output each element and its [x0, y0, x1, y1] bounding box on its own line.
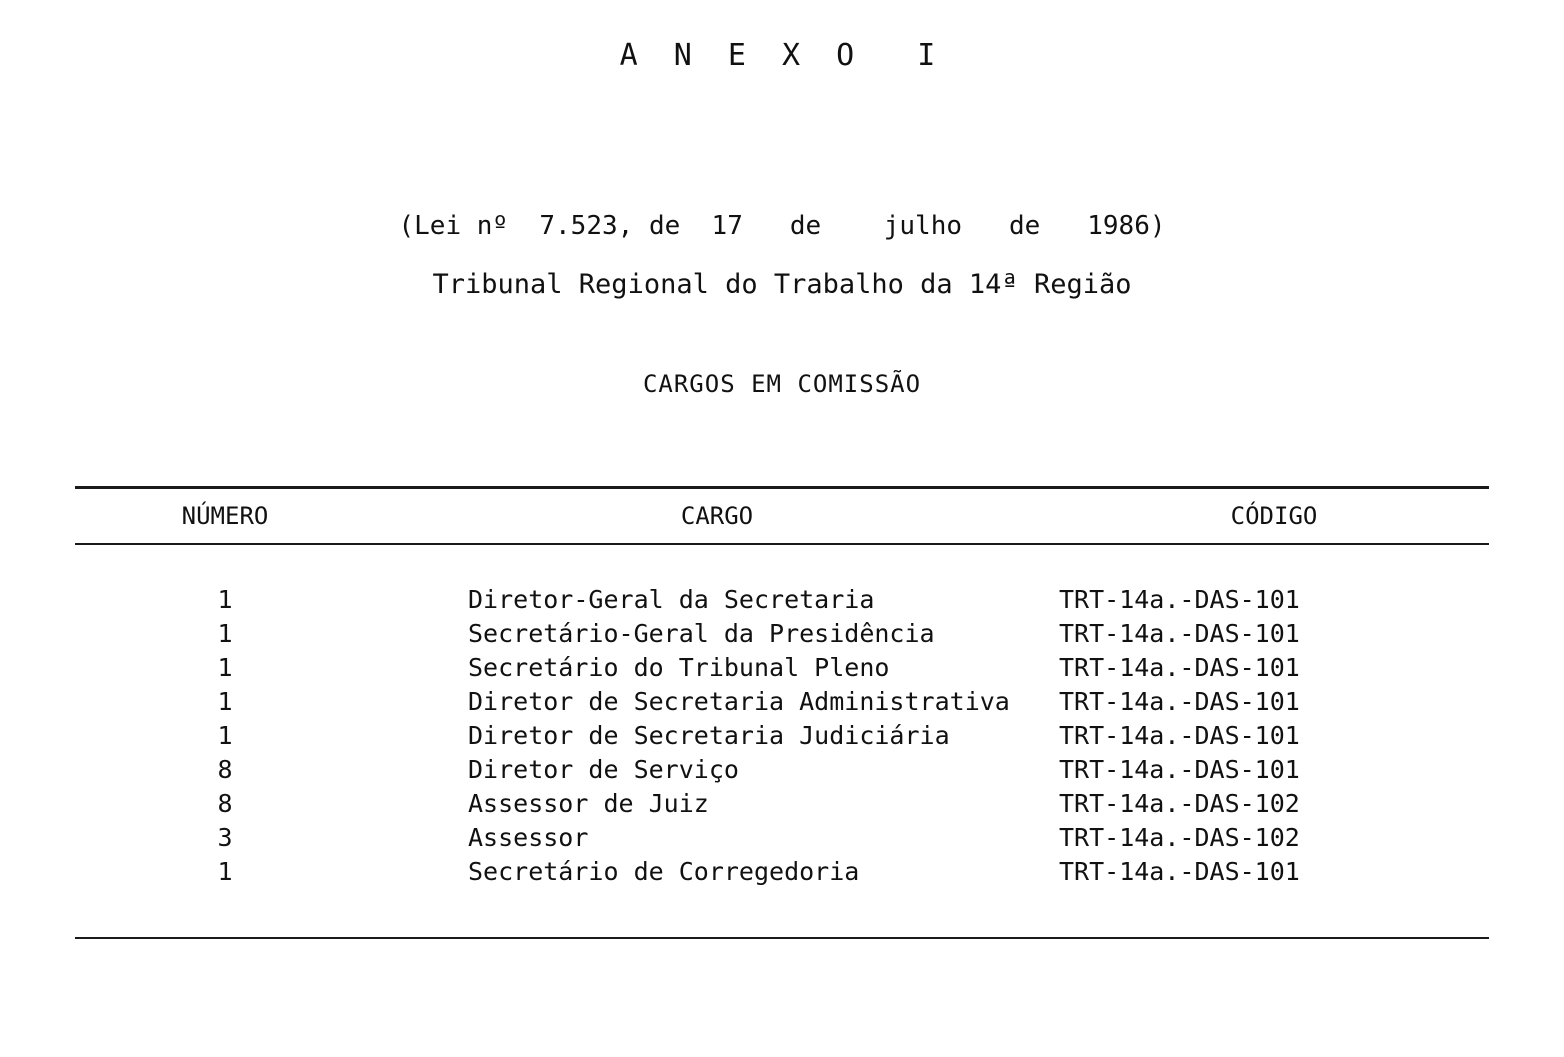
- table-body-top-spacer: [75, 565, 1489, 583]
- cell-codigo: TRT-14a.-DAS-101: [1059, 857, 1300, 886]
- positions-table: [0, 486, 1564, 939]
- cell-numero: 8: [217, 755, 233, 784]
- table-row: [75, 651, 1489, 685]
- cell-cargo: Secretário de Corregedoria: [468, 857, 860, 886]
- law-reference: (Lei nº 7.523, de 17 de julho de 1986): [398, 211, 1166, 241]
- cell-cargo: Diretor de Serviço: [468, 755, 739, 784]
- cell-numero: 1: [217, 619, 233, 648]
- cell-codigo: TRT-14a.-DAS-101: [1059, 721, 1300, 750]
- cell-cargo: Secretário-Geral da Presidência: [468, 619, 935, 648]
- table-row: [75, 855, 1489, 889]
- cell-cargo: Diretor-Geral da Secretaria: [468, 585, 875, 614]
- cell-codigo: TRT-14a.-DAS-102: [1059, 789, 1300, 818]
- cell-codigo: TRT-14a.-DAS-101: [1059, 653, 1300, 682]
- cell-numero: 1: [217, 857, 233, 886]
- cell-numero: 3: [217, 823, 233, 852]
- table-row: [75, 617, 1489, 651]
- court-name: Tribunal Regional do Trabalho da 14ª Região: [432, 269, 1132, 300]
- cell-cargo: Assessor de Juiz: [468, 789, 709, 818]
- cell-codigo: TRT-14a.-DAS-101: [1059, 687, 1300, 716]
- cell-codigo: TRT-14a.-DAS-101: [1059, 755, 1300, 784]
- cell-codigo: TRT-14a.-DAS-102: [1059, 823, 1300, 852]
- cell-cargo: Diretor de Secretaria Judiciária: [468, 721, 950, 750]
- cell-numero: 1: [217, 687, 233, 716]
- cell-codigo: TRT-14a.-DAS-101: [1059, 619, 1300, 648]
- column-header-numero: NÚMERO: [181, 502, 269, 530]
- table-body: [75, 545, 1489, 937]
- cell-cargo: Diretor de Secretaria Administrativa: [468, 687, 1010, 716]
- cell-numero: 1: [217, 653, 233, 682]
- table-body-bottom-spacer: [75, 889, 1489, 911]
- column-header-codigo: CÓDIGO: [1230, 502, 1318, 530]
- table-row: [75, 787, 1489, 821]
- table-header-row: [75, 489, 1489, 543]
- table-row: [75, 753, 1489, 787]
- table-bottom-rule: [75, 937, 1489, 939]
- section-heading: CARGOS EM COMISSÃO: [642, 370, 922, 398]
- table-row: [75, 821, 1489, 855]
- table-row: [75, 719, 1489, 753]
- document-page: [0, 38, 1564, 1057]
- cell-cargo: Secretário do Tribunal Pleno: [468, 653, 890, 682]
- column-header-cargo: CARGO: [680, 502, 754, 530]
- cell-codigo: TRT-14a.-DAS-101: [1059, 585, 1300, 614]
- cell-cargo: Assessor: [468, 823, 589, 852]
- cell-numero: 1: [217, 721, 233, 750]
- table-row: [75, 583, 1489, 617]
- cell-numero: 8: [217, 789, 233, 818]
- page-title: A N E X O I: [619, 38, 945, 73]
- table-row: [75, 685, 1489, 719]
- cell-numero: 1: [217, 585, 233, 614]
